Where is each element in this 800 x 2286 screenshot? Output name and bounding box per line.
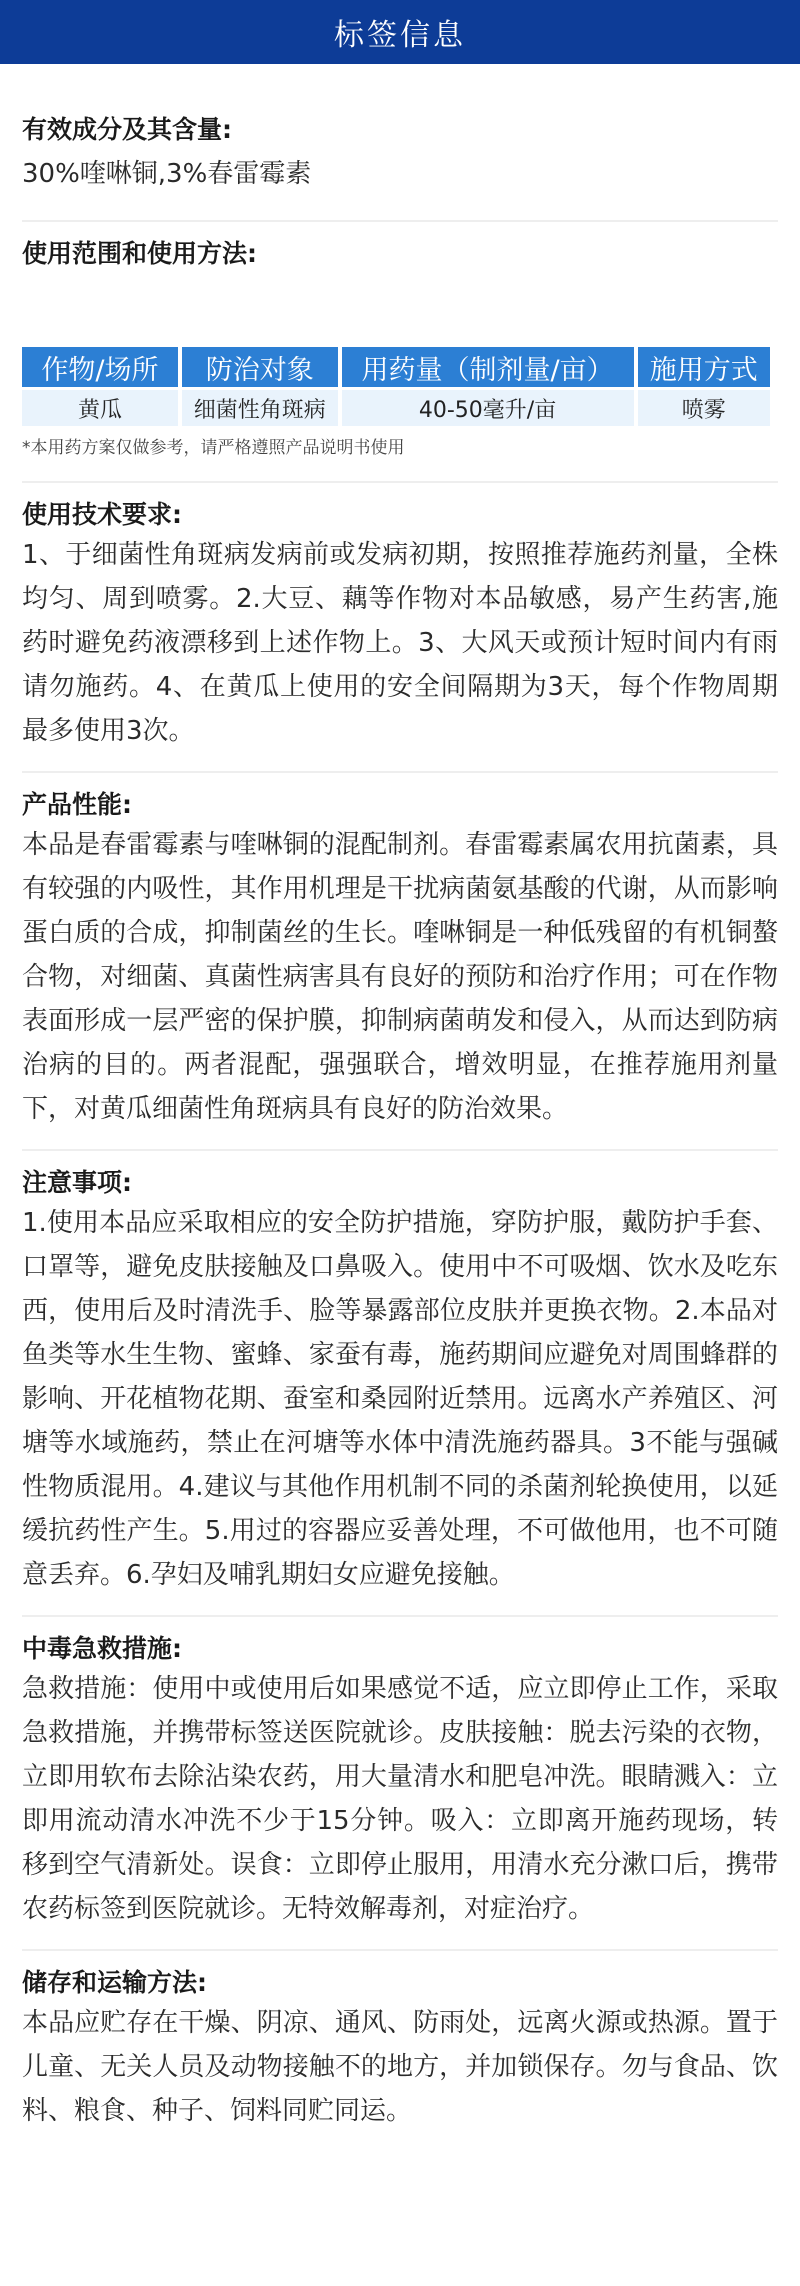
table-header-dosage: 用药量（制剂量/亩）: [342, 347, 634, 387]
performance-title: 产品性能:: [22, 790, 132, 819]
table-cell-method: 喷雾: [638, 390, 770, 426]
storage-text: 本品应贮存在干燥、阴凉、通风、防雨处，远离火源或热源。置于儿童、无关人员及动物接触不的地方，并加锁保存。勿与食品、饮料、粮食、种子、饲料同贮同运。: [22, 2008, 778, 2126]
label-info-header: [0, 0, 800, 64]
first-aid-title: 中毒急救措施:: [22, 1634, 182, 1663]
active-ingredients-text: 30%喹啉铜,3%春雷霉素: [22, 159, 312, 189]
active-ingredients-title: 有效成分及其含量:: [22, 115, 232, 144]
table-cell-dosage: 40-50毫升/亩: [342, 390, 634, 426]
precautions-title: 注意事项:: [22, 1168, 132, 1197]
usage-title: 使用范围和使用方法:: [22, 239, 257, 268]
table-cell-crop: 黄瓜: [22, 390, 178, 426]
tech-requirements-text: 1、于细菌性角斑病发病前或发病初期，按照推荐施药剂量，全株均匀、周到喷雾。2.大豆、藕等作物对本品敏感，易产生药害,施药时避免药液漂移到上述作物上。3、大风天或预计短时间内有雨请勿施药。4、在黄瓜上使用的安全间隔期为3天，每个作物周期最多使用3次。: [22, 540, 778, 746]
tech-requirements-title: 使用技术要求:: [22, 500, 182, 529]
header-title: 标签信息: [334, 18, 466, 53]
usage-table: [18, 344, 774, 429]
table-cell-target: 细菌性角斑病: [182, 390, 338, 426]
storage-title: 储存和运输方法:: [22, 1968, 207, 1997]
table-header-crop: 作物/场所: [22, 347, 178, 387]
performance-text: 本品是春雷霉素与喹啉铜的混配制剂。春雷霉素属农用抗菌素，具有较强的内吸性，其作用机理是干扰病菌氨基酸的代谢，从而影响蛋白质的合成，抑制菌丝的生长。喹啉铜是一种低残留的有机铜螯合物，对细菌、真菌性病害具有良好的预防和治疗作用；可在作物表面形成一层严密的保护膜，抑制病菌萌发和侵入，从而达到防病治病的目的。两者混配，强强联合，增效明显，在推荐施用剂量下，对黄瓜细菌性角斑病具有良好的防治效果。: [22, 830, 778, 1124]
usage-note: *本用药方案仅做参考，请严格遵照产品说明书使用: [22, 438, 405, 458]
first-aid-text: 急救措施：使用中或使用后如果感觉不适，应立即停止工作，采取急救措施，并携带标签送医院就诊。皮肤接触：脱去污染的衣物，立即用软布去除沾染农药，用大量清水和肥皂冲洗。眼睛溅入：立即用流动清水冲洗不少于15分钟。吸入：立即离开施药现场，转移到空气清新处。误食：立即停止服用，用清水充分漱口后，携带农药标签到医院就诊。无特效解毒剂，对症治疗。: [22, 1674, 778, 1924]
label-content: [0, 64, 800, 2133]
table-row: [22, 390, 770, 426]
precautions-text: 1.使用本品应采取相应的安全防护措施，穿防护服，戴防护手套、口罩等，避免皮肤接触及口鼻吸入。使用中不可吸烟、饮水及吃东西，使用后及时清洗手、脸等暴露部位皮肤并更换衣物。2.本品对鱼类等水生生物、蜜蜂、家蚕有毒，施药期间应避免对周围蜂群的影响、开花植物花期、蚕室和桑园附近禁用。远离水产养殖区、河塘等水域施药，禁止在河塘等水体中清洗施药器具。3不能与强碱性物质混用。4.建议与其他作用机制不同的杀菌剂轮换使用，以延缓抗药性产生。5.用过的容器应妥善处理，不可做他用，也不可随意丢弃。6.孕妇及哺乳期妇女应避免接触。: [22, 1208, 778, 1590]
table-header-target: 防治对象: [182, 347, 338, 387]
usage-table-header-row: [22, 347, 770, 387]
table-header-method: 施用方式: [638, 347, 770, 387]
